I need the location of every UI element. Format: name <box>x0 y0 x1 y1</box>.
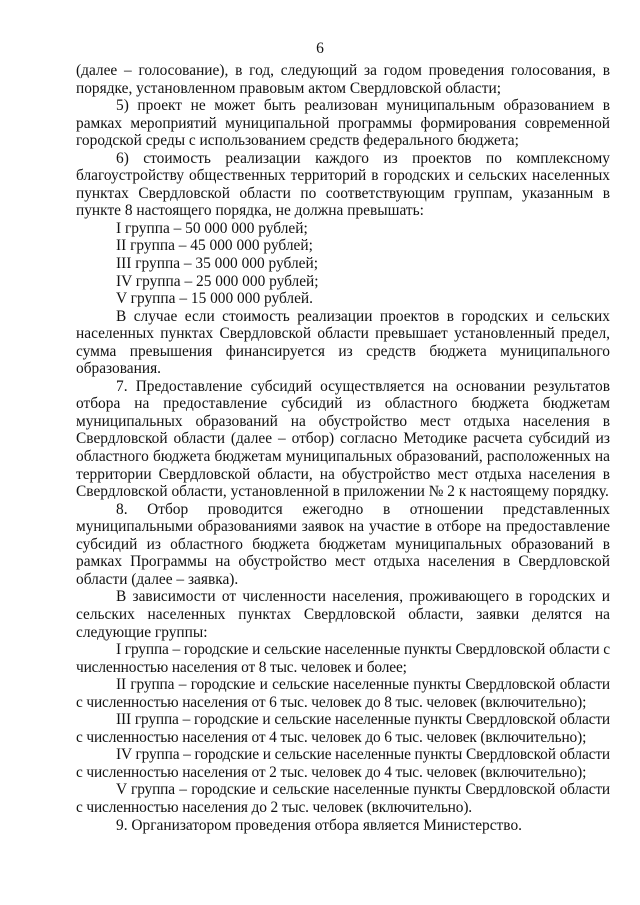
paragraph-section-8: 8. Отбор проводится ежегодно в отношении представленных муниципальными образованиями заявок на участие в отборе на предоставление субсидий из областного бюджета бюджетам муниципальных образований в рамках Программы на обустройство мест отдыха населения в Свердловской области (далее – заявка). <box>76 500 610 588</box>
population-group-3: III группа – городские и сельские населенные пункты Свердловской области с численностью населения от 4 тыс. человек до 6 тыс. человек (включительно); <box>76 711 610 746</box>
price-limit-group-2: II группа – 45 000 000 рублей; <box>116 237 313 255</box>
paragraph-section-7: 7. Предоставление субсидий осуществляется на основании результатов отбора на предоставление субсидий из областного бюджета бюджетам муниципальных образований на обустройство мест отдыха населения в Свердловской области (далее – отбор) согласно Методике расчета субсидий из областного бюджета бюджетам муниципальных образований, расположенных на территории Свердловской области, на обустройство мест отдыха населения в Свердловской области, установленной в приложении № 2 к настоящему порядку. <box>76 377 610 501</box>
paragraph-section-9: 9. Организатором проведения отбора является Министерство. <box>116 816 522 834</box>
document-body <box>76 62 610 834</box>
paragraph-voting-continuation: (далее – голосование), в год, следующий за годом проведения голосования, в порядке, установленном правовым актом Свердловской области; <box>76 62 610 97</box>
price-limit-group-4: IV группа – 25 000 000 рублей; <box>116 272 319 290</box>
price-limit-group-5: V группа – 15 000 000 рублей. <box>116 290 314 308</box>
paragraph-groups-intro: В зависимости от численности населения, проживающего в городских и сельских населенных пунктах Свердловской области, заявки делятся на следующие группы: <box>76 588 610 641</box>
population-group-5: V группа – городские и сельские населенные пункты Свердловской области с численностью населения до 2 тыс. человек (включительно). <box>76 781 610 816</box>
population-group-2: II группа – городские и сельские населенные пункты Свердловской области с численностью населения от 6 тыс. человек до 8 тыс. человек (включительно); <box>76 676 610 711</box>
paragraph-item-6: 6) стоимость реализации каждого из проектов по комплексному благоустройству общественных территорий в городских и сельских населенных пунктах Свердловской области по соответствующим группам, указанным в пункте 8 настоящего порядка, не должна превышать: <box>76 149 610 220</box>
page-number: 6 <box>316 40 324 57</box>
paragraph-excess-cost: В случае если стоимость реализации проектов в городских и сельских населенных пунктах Свердловской области превышает установленный предел, сумма превышения финансируется из средств бюджета муниципального образования. <box>76 307 610 378</box>
price-limit-group-3: III группа – 35 000 000 рублей; <box>116 255 318 273</box>
paragraph-item-5: 5) проект не может быть реализован муниципальным образованием в рамках мероприятий муниципальной программы формирования современной городской среды с использованием средств федерального бюджета; <box>76 97 610 150</box>
price-limit-group-1: I группа – 50 000 000 рублей; <box>116 219 308 237</box>
population-group-1: I группа – городские и сельские населенные пункты Свердловской области с численностью населения от 8 тыс. человек и более; <box>76 641 610 676</box>
population-group-4: IV группа – городские и сельские населенные пункты Свердловской области с численностью населения от 2 тыс. человек до 4 тыс. человек (включительно); <box>76 746 610 781</box>
